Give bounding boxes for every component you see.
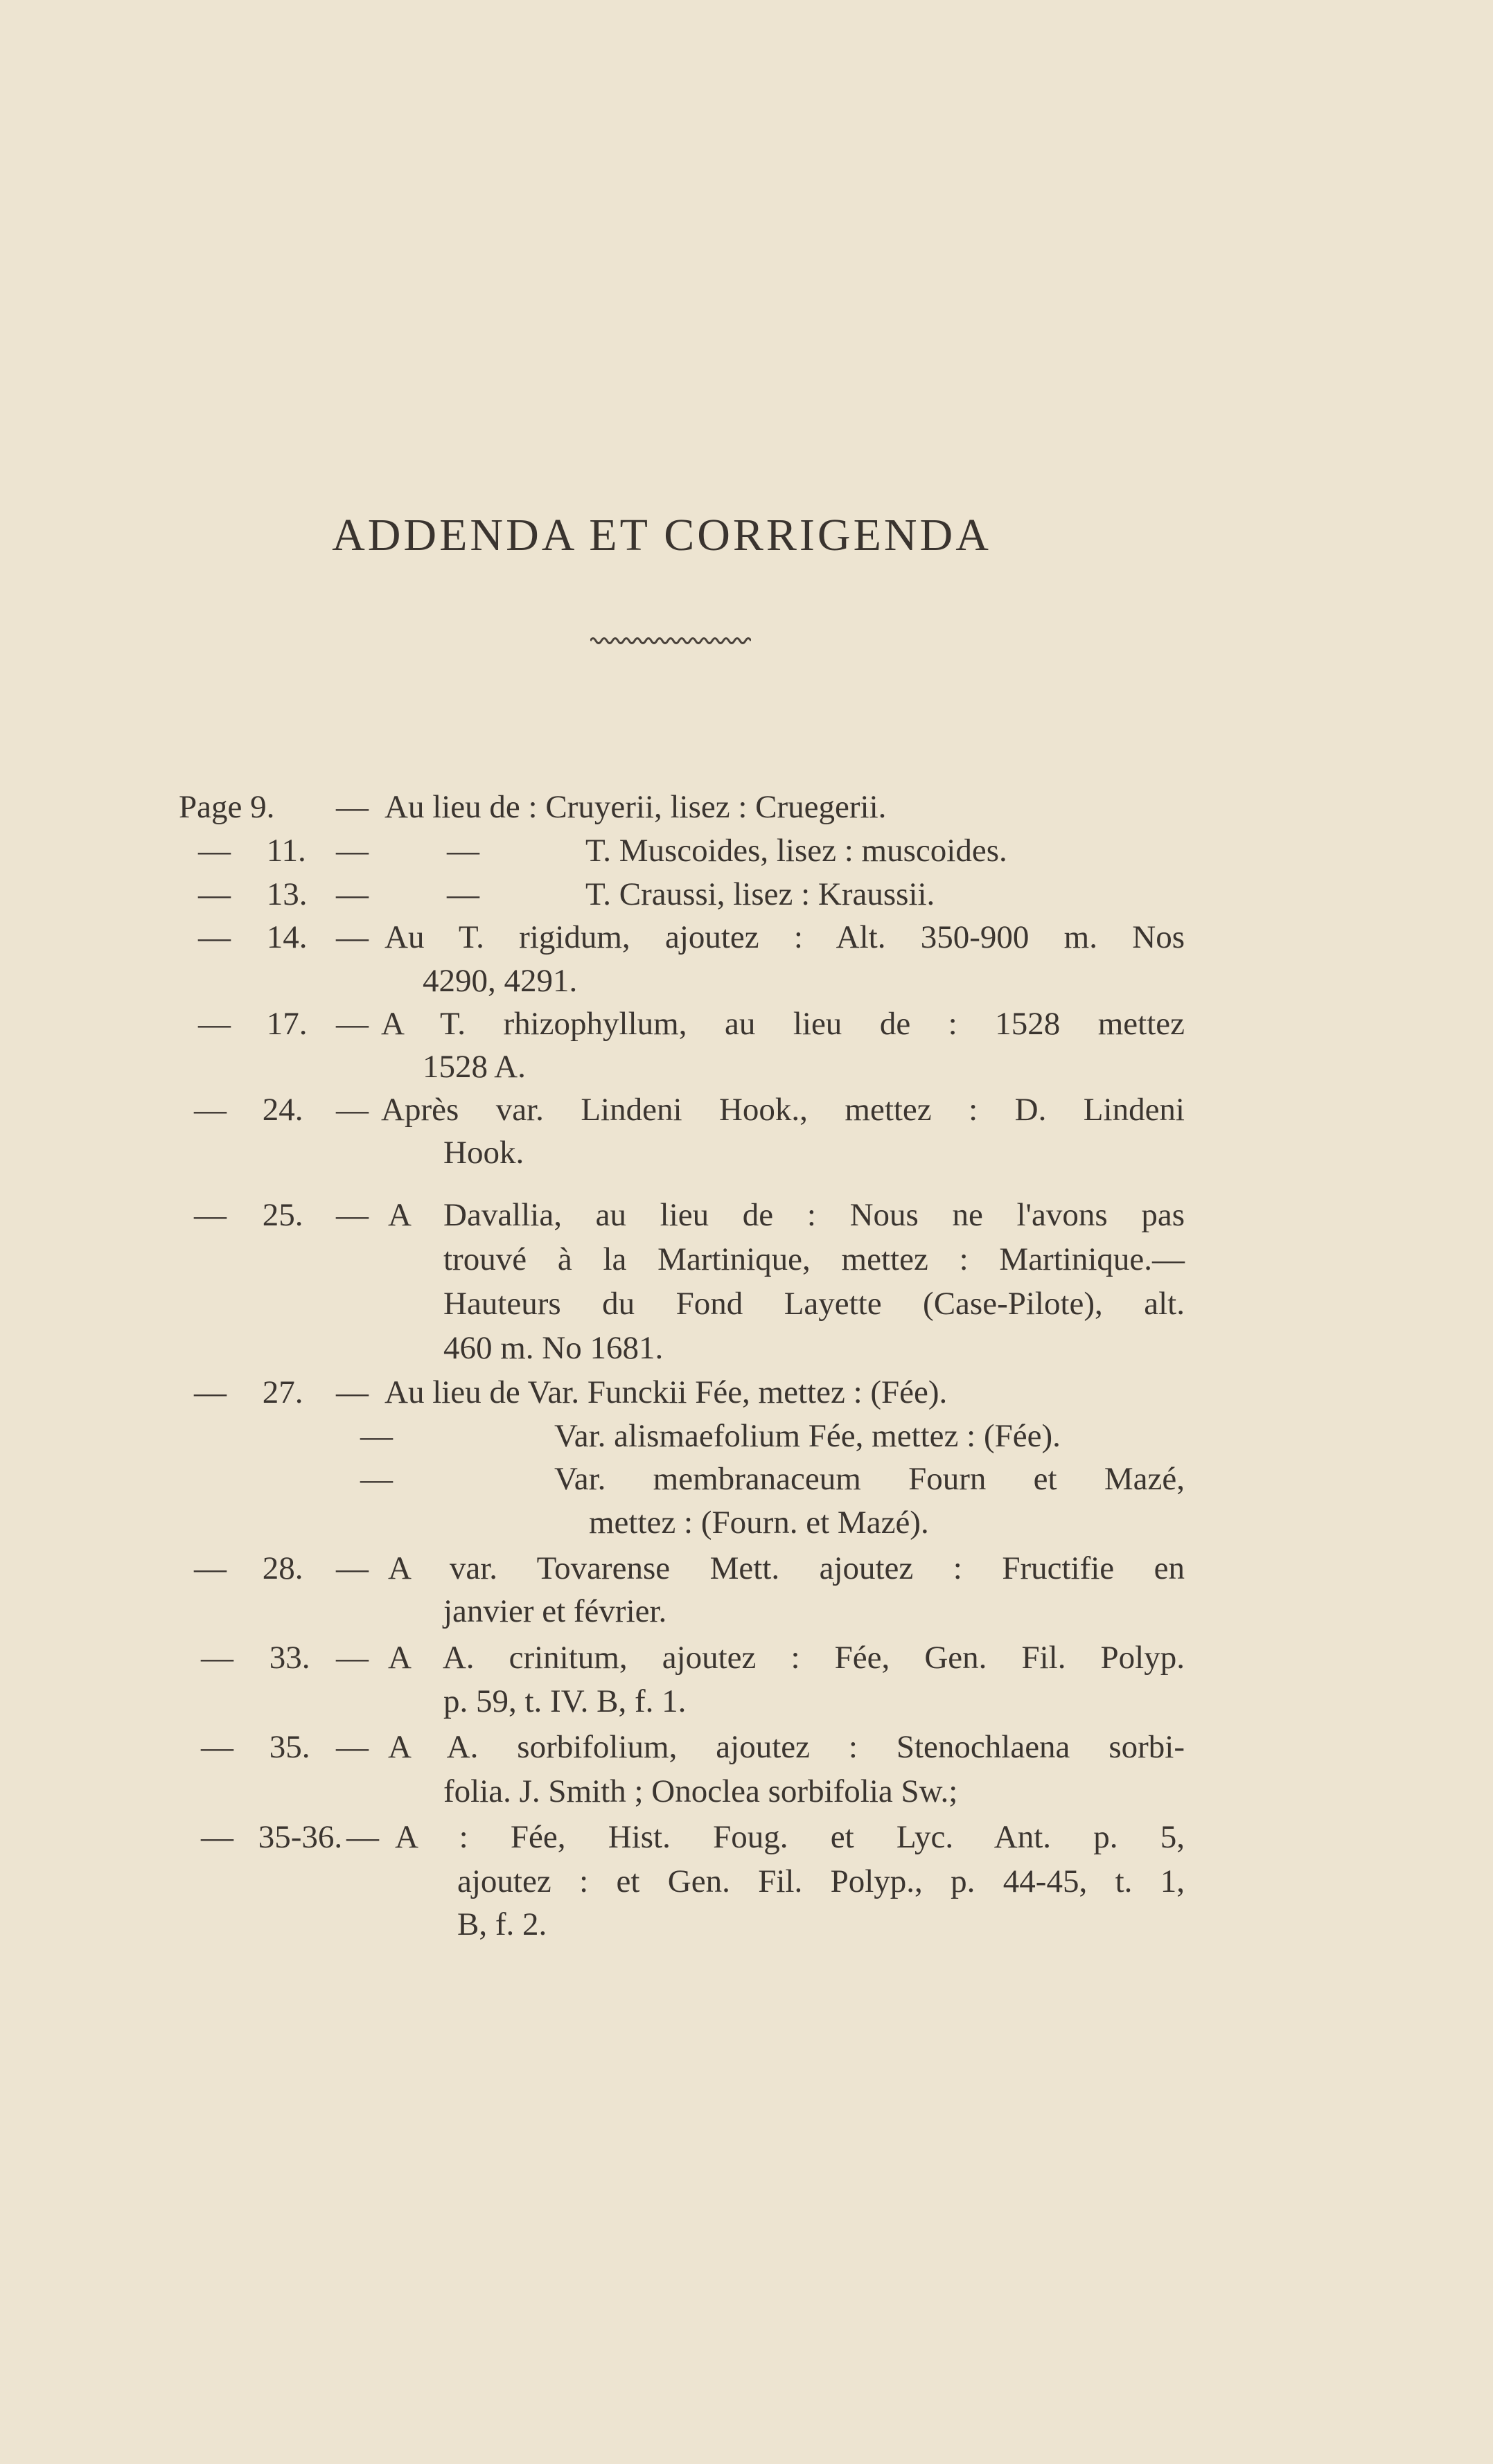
entry-label: — 28. bbox=[194, 1550, 303, 1586]
entry-text: 1528 A. bbox=[423, 1049, 526, 1085]
entry-text: ajoutez : et Gen. Fil. Polyp., p. 44-45, t. 1, bbox=[457, 1863, 1185, 1899]
entry-label: — 24. bbox=[194, 1092, 303, 1128]
entry-text: A : Fée, Hist. Foug. et Lyc. Ant. p. 5, bbox=[395, 1819, 1185, 1855]
wavy-rule-ornament bbox=[590, 636, 751, 646]
entry-text: Au lieu de Var. Funckii Fée, mettez : (Fée). bbox=[385, 1374, 948, 1410]
entry-text: A T. rhizophyllum, au lieu de : 1528 mettez bbox=[381, 1006, 1185, 1042]
entry-text: Hook. bbox=[443, 1135, 524, 1171]
entry-text: Au T. rigidum, ajoutez : Alt. 350-900 m. Nos bbox=[385, 919, 1185, 955]
entry-dash: — bbox=[336, 1640, 369, 1676]
entry-text: folia. J. Smith ; Onoclea sorbifolia Sw.; bbox=[443, 1773, 958, 1809]
entry-ditto: — bbox=[447, 833, 479, 869]
entry-dash: — bbox=[336, 789, 369, 825]
entry-dash: — bbox=[336, 1197, 369, 1233]
entry-text: A A. crinitum, ajoutez : Fée, Gen. Fil. Polyp. bbox=[388, 1640, 1185, 1676]
entry-text: Au lieu de : Cruyerii, lisez : Cruegerii. bbox=[385, 789, 887, 825]
entry-label: — 14. bbox=[198, 919, 308, 955]
entry-text: Var. alismaefolium Fée, mettez : (Fée). bbox=[554, 1418, 1061, 1454]
entry-text: 4290, 4291. bbox=[423, 963, 578, 999]
entry-label: — 11. bbox=[198, 833, 306, 869]
entry-label: — 13. bbox=[198, 876, 308, 912]
entry-text: Hauteurs du Fond Layette (Case-Pilote), alt. bbox=[443, 1286, 1185, 1322]
entry-text: T. Craussi, lisez : Kraussii. bbox=[585, 876, 935, 912]
entry-label: — 17. bbox=[198, 1006, 308, 1042]
entry-dash: — bbox=[336, 1374, 369, 1410]
entry-label: — 35-36. bbox=[201, 1819, 343, 1855]
entry-label: — 33. bbox=[201, 1640, 310, 1676]
entry-text: 460 m. No 1681. bbox=[443, 1330, 664, 1366]
entry-dash: — bbox=[336, 876, 369, 912]
entry-dash: — bbox=[336, 833, 369, 869]
entry-label: — 27. bbox=[194, 1374, 303, 1410]
entry-text: B, f. 2. bbox=[457, 1906, 547, 1942]
entry-dash: — bbox=[336, 1092, 369, 1128]
entry-text: Après var. Lindeni Hook., mettez : D. Lindeni bbox=[381, 1092, 1185, 1128]
entry-text: A A. sorbifolium, ajoutez : Stenochlaena sorbi- bbox=[388, 1729, 1185, 1765]
entry-text: T. Muscoides, lisez : muscoides. bbox=[585, 833, 1007, 869]
entry-dash: — bbox=[360, 1461, 393, 1497]
entry-dash: — bbox=[336, 919, 369, 955]
entry-label: Page 9. bbox=[179, 789, 275, 825]
entry-text: p. 59, t. IV. B, f. 1. bbox=[443, 1683, 687, 1719]
entry-dash: — bbox=[346, 1819, 379, 1855]
entry-dash: — bbox=[336, 1006, 369, 1042]
entry-dash: — bbox=[360, 1418, 393, 1454]
entry-text: A Davallia, au lieu de : Nous ne l'avons pas bbox=[388, 1197, 1185, 1233]
entry-text: Var. membranaceum Fourn et Mazé, bbox=[554, 1461, 1185, 1497]
entry-text: mettez : (Fourn. et Mazé). bbox=[589, 1505, 929, 1541]
entry-label: — 25. bbox=[194, 1197, 303, 1233]
entry-dash: — bbox=[336, 1729, 369, 1765]
page-title: ADDENDA ET CORRIGENDA bbox=[332, 510, 991, 560]
entry-text: A var. Tovarense Mett. ajoutez : Fructifie en bbox=[388, 1550, 1185, 1586]
entry-text: trouvé à la Martinique, mettez : Martinique.— bbox=[443, 1241, 1185, 1277]
entry-dash: — bbox=[336, 1550, 369, 1586]
entry-label: — 35. bbox=[201, 1729, 310, 1765]
entry-text: janvier et février. bbox=[443, 1593, 667, 1629]
entry-ditto: — bbox=[447, 876, 479, 912]
